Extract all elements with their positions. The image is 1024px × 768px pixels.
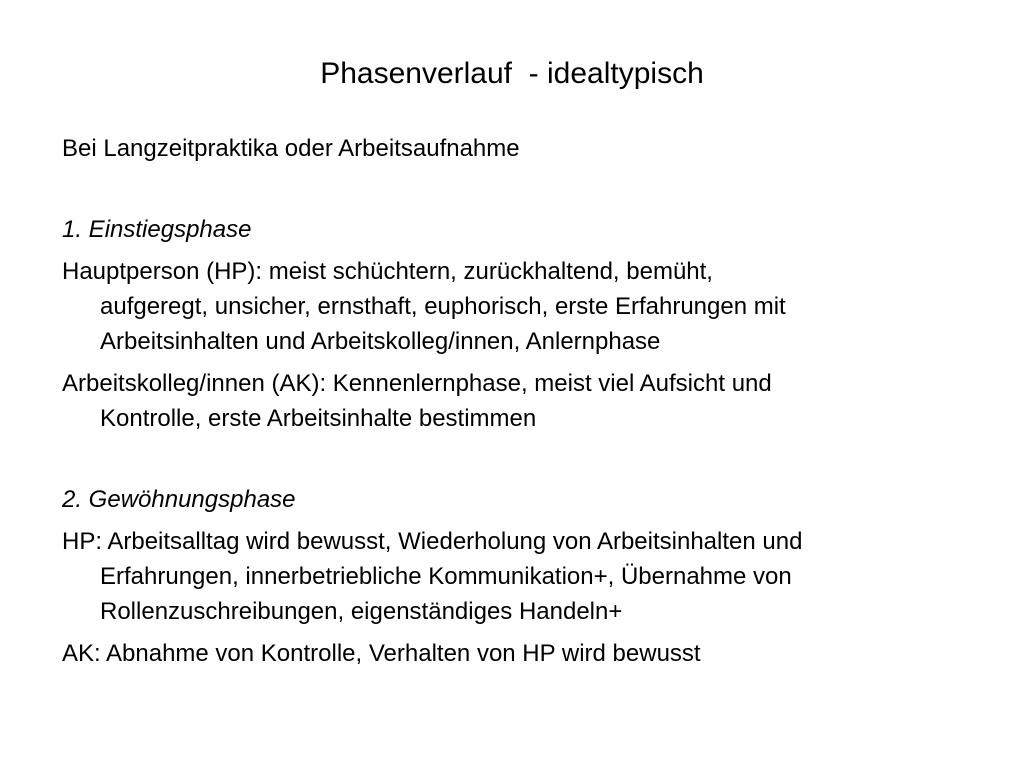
phase2-ak-paragraph xyxy=(62,636,962,671)
phase2-ak-line: AK: Abnahme von Kontrolle, Verhalten von HP wird bewusst xyxy=(62,640,701,667)
phase1-ak-line: Arbeitskolleg/innen (AK): Kennenlernphase, meist viel Aufsicht und xyxy=(62,370,772,397)
phase2-hp-line: Erfahrungen, innerbetriebliche Kommunikation+, Übernahme von xyxy=(100,563,792,590)
phase1-ak-line: Kontrolle, erste Arbeitsinhalte bestimmen xyxy=(100,405,537,432)
phase1-hp-line: Hauptperson (HP): meist schüchtern, zurückhaltend, bemüht, xyxy=(62,258,713,285)
phase2-hp-line: HP: Arbeitsalltag wird bewusst, Wiederholung von Arbeitsinhalten und xyxy=(62,528,803,555)
phase1-hp-paragraph xyxy=(62,254,962,359)
slide-title: Phasenverlauf - idealtypisch xyxy=(320,57,704,90)
phase1-ak-paragraph xyxy=(62,366,962,436)
slide-body xyxy=(62,131,962,678)
phase2-hp-paragraph xyxy=(62,524,962,629)
phase1-heading: 1. Einstiegsphase xyxy=(62,216,252,243)
phase2-heading: 2. Gewöhnungsphase xyxy=(62,486,296,513)
intro-text: Bei Langzeitpraktika oder Arbeitsaufnahme xyxy=(62,135,520,162)
phase1-hp-line: aufgeregt, unsicher, ernsthaft, euphorisch, erste Erfahrungen mit xyxy=(100,293,786,320)
phase2-hp-line: Rollenzuschreibungen, eigenständiges Handeln+ xyxy=(100,598,623,625)
phase1-hp-line: Arbeitsinhalten und Arbeitskolleg/innen, Anlernphase xyxy=(100,328,661,355)
